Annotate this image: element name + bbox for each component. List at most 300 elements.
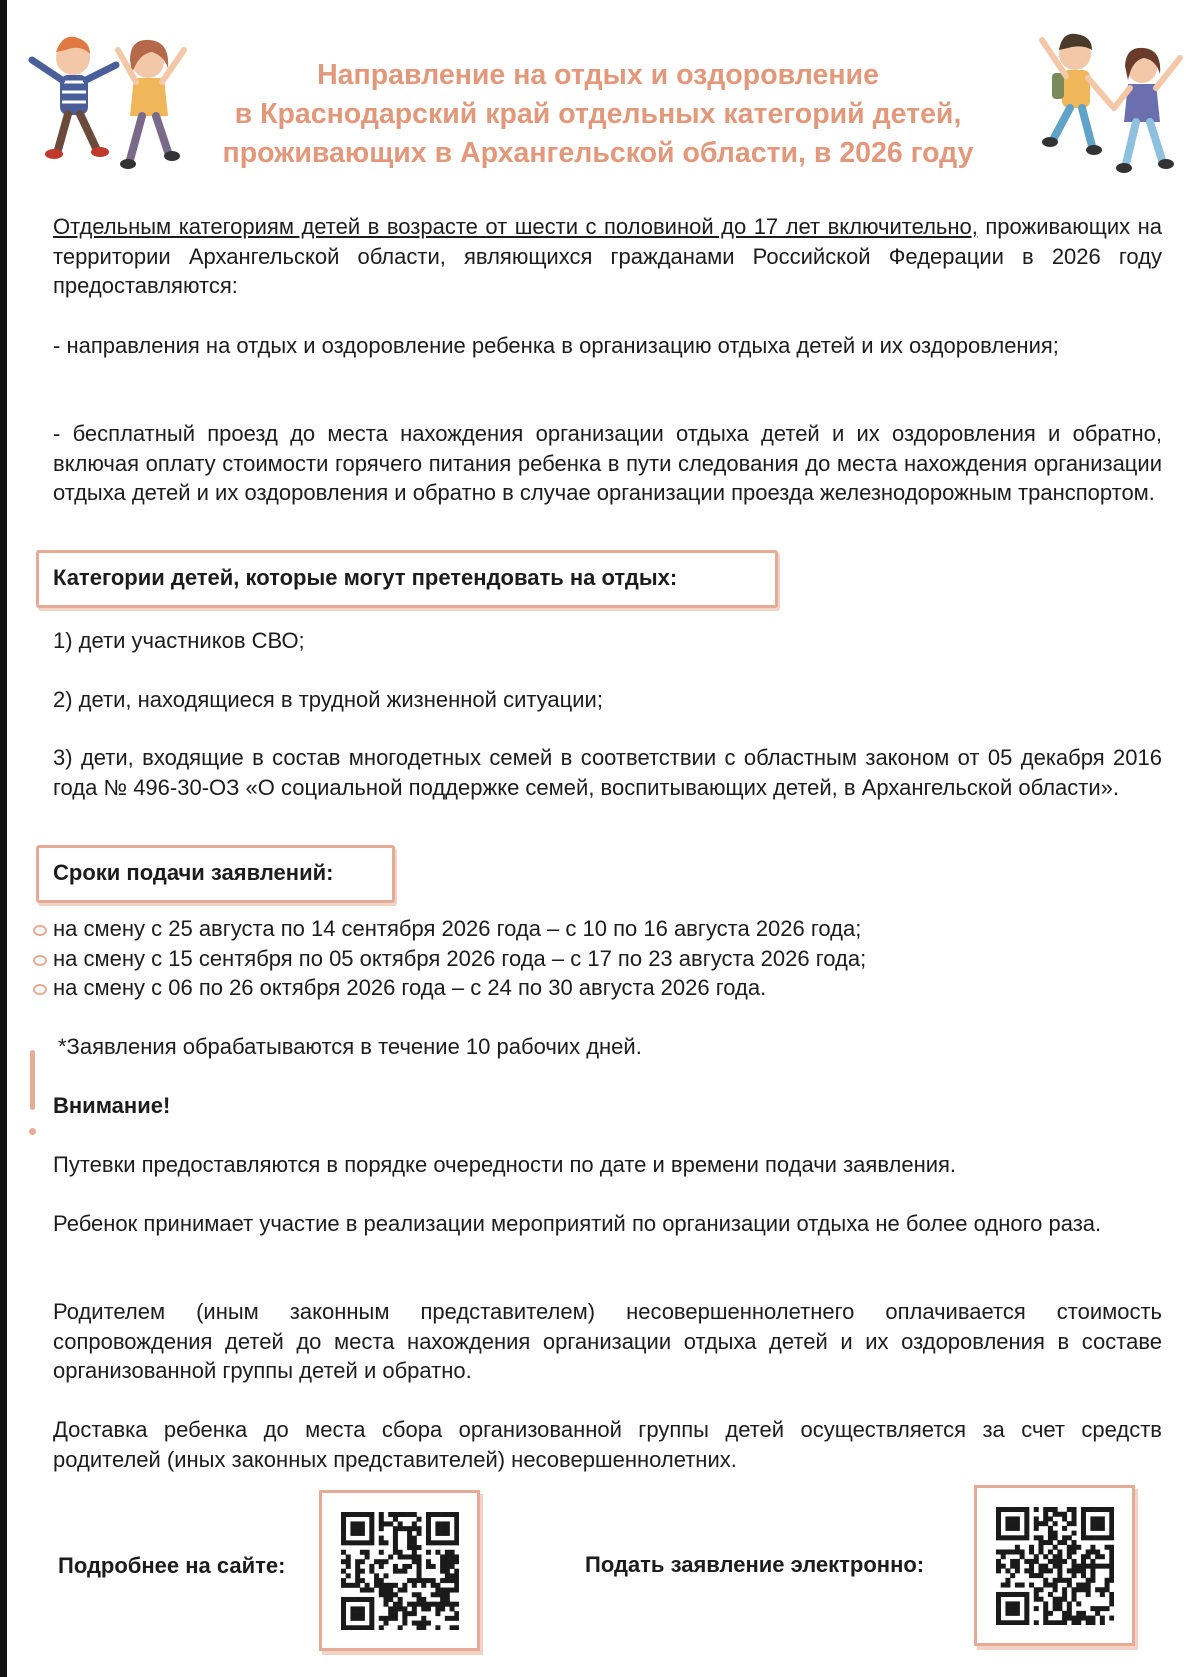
qr-module <box>1043 1512 1048 1517</box>
qr-module <box>388 1512 393 1517</box>
qr-module <box>398 1526 403 1531</box>
qr-module <box>1024 1535 1029 1540</box>
qr-module <box>1095 1521 1100 1526</box>
qr-module <box>450 1588 455 1593</box>
qr-module <box>445 1602 450 1607</box>
qr-module <box>393 1592 398 1597</box>
qr-module <box>1081 1531 1086 1536</box>
qr-module <box>1109 1578 1114 1583</box>
qr-module <box>412 1540 417 1545</box>
qr-module <box>346 1564 351 1569</box>
qr-module <box>407 1578 412 1583</box>
categories-heading: Категории детей, которые могут претендовать на отдых: <box>53 565 678 590</box>
qr-module <box>350 1583 355 1588</box>
qr-module <box>1067 1601 1072 1606</box>
left-edge-strip <box>0 0 7 1677</box>
qr-module <box>369 1540 374 1545</box>
qr-module <box>365 1588 370 1593</box>
qr-module <box>1095 1611 1100 1616</box>
qr-module <box>346 1512 351 1517</box>
qr-module <box>1109 1526 1114 1531</box>
qr-module <box>341 1611 346 1616</box>
qr-module <box>379 1521 384 1526</box>
qr-module <box>1081 1521 1086 1526</box>
qr-module <box>1090 1564 1095 1569</box>
qr-module <box>341 1536 346 1541</box>
qr-module <box>1109 1568 1114 1573</box>
qr-module <box>1090 1507 1095 1512</box>
bullet-circle-icon <box>33 925 47 936</box>
qr-module <box>1010 1573 1015 1578</box>
qr-module <box>1057 1601 1062 1606</box>
qr-module <box>454 1526 459 1531</box>
qr-module <box>450 1550 455 1555</box>
qr-module <box>398 1606 403 1611</box>
qr-module <box>393 1531 398 1536</box>
qr-module <box>450 1573 455 1578</box>
qr-module <box>402 1564 407 1569</box>
qr-module <box>379 1583 384 1588</box>
qr-module <box>435 1625 440 1630</box>
qr-module <box>1005 1526 1010 1531</box>
qr-module <box>412 1536 417 1541</box>
qr-module <box>1109 1535 1114 1540</box>
qr-module <box>341 1606 346 1611</box>
qr-module <box>355 1573 360 1578</box>
list-item <box>33 914 866 944</box>
qr-module <box>996 1616 1001 1621</box>
qr-module <box>996 1601 1001 1606</box>
qr-module <box>1090 1535 1095 1540</box>
qr-module <box>341 1521 346 1526</box>
qr-module <box>1048 1549 1053 1554</box>
qr-module <box>1015 1526 1020 1531</box>
qr-module <box>1067 1616 1072 1621</box>
qr-module <box>355 1611 360 1616</box>
qr-module <box>1034 1559 1039 1564</box>
qr-module <box>1043 1578 1048 1583</box>
qr-module <box>1010 1535 1015 1540</box>
qr-module <box>417 1531 422 1536</box>
qr-module <box>379 1512 384 1517</box>
qr-module <box>445 1569 450 1574</box>
qr-module <box>1005 1601 1010 1606</box>
qr-module <box>1105 1583 1110 1588</box>
qr-module <box>369 1588 374 1593</box>
qr-module <box>1095 1549 1100 1554</box>
qr-module <box>1029 1549 1034 1554</box>
qr-module <box>1048 1592 1053 1597</box>
qr-module <box>435 1540 440 1545</box>
qr-module <box>1062 1559 1067 1564</box>
qr-module <box>1057 1554 1062 1559</box>
deadlines-list <box>33 914 866 1003</box>
qr-module <box>355 1597 360 1602</box>
qr-module <box>1020 1620 1025 1625</box>
qr-module <box>1067 1549 1072 1554</box>
qr-module <box>435 1550 440 1555</box>
qr-module <box>440 1554 445 1559</box>
qr-module <box>445 1578 450 1583</box>
qr-module <box>1038 1540 1043 1545</box>
qr-module <box>1072 1559 1077 1564</box>
qr-module <box>1072 1507 1077 1512</box>
qr-module <box>393 1583 398 1588</box>
qr-module <box>1005 1549 1010 1554</box>
qr-module <box>996 1597 1001 1602</box>
qr-module <box>1072 1616 1077 1621</box>
qr-module <box>350 1597 355 1602</box>
qr-module <box>355 1521 360 1526</box>
qr-module <box>398 1588 403 1593</box>
qr-module <box>1038 1535 1043 1540</box>
qr-module <box>1015 1592 1020 1597</box>
qr-module <box>1062 1578 1067 1583</box>
qr-module <box>355 1564 360 1569</box>
qr-module <box>1067 1611 1072 1616</box>
qr-module <box>402 1512 407 1517</box>
qr-module <box>1057 1568 1062 1573</box>
qr-module <box>360 1597 365 1602</box>
qr-module <box>1024 1606 1029 1611</box>
qr-module <box>1072 1512 1077 1517</box>
qr-module <box>379 1578 384 1583</box>
qr-module <box>1029 1568 1034 1573</box>
apply-qr-code[interactable] <box>974 1485 1135 1646</box>
qr-module <box>360 1526 365 1531</box>
qr-module <box>431 1592 436 1597</box>
qr-module <box>1072 1564 1077 1569</box>
qr-module <box>1086 1583 1091 1588</box>
qr-module <box>1024 1601 1029 1606</box>
qr-module <box>996 1535 1001 1540</box>
qr-module <box>1100 1592 1105 1597</box>
qr-module <box>383 1597 388 1602</box>
qr-module <box>1001 1620 1006 1625</box>
qr-module <box>1038 1568 1043 1573</box>
qr-module <box>1005 1583 1010 1588</box>
qr-module <box>360 1588 365 1593</box>
qr-module <box>1086 1592 1091 1597</box>
qr-module <box>1086 1587 1091 1592</box>
qr-module <box>1076 1616 1081 1621</box>
qr-module <box>1010 1559 1015 1564</box>
qr-module <box>426 1564 431 1569</box>
qr-module <box>402 1526 407 1531</box>
qr-module <box>435 1588 440 1593</box>
qr-module <box>402 1569 407 1574</box>
qr-module <box>393 1606 398 1611</box>
processing-note: *Заявления обрабатываются в течение 10 рабочих дней. <box>58 1034 642 1059</box>
title-line-2: в Краснодарский край отдельных категорий детей, <box>234 98 962 130</box>
qr-module <box>355 1616 360 1621</box>
qr-module <box>379 1592 384 1597</box>
qr-module <box>346 1540 351 1545</box>
qr-module <box>393 1517 398 1522</box>
qr-module <box>454 1540 459 1545</box>
qr-module <box>417 1526 422 1531</box>
qr-module <box>374 1559 379 1564</box>
qr-module <box>440 1588 445 1593</box>
qr-module <box>407 1526 412 1531</box>
qr-module <box>365 1625 370 1630</box>
qr-module <box>1024 1512 1029 1517</box>
qr-module <box>445 1592 450 1597</box>
qr-module <box>341 1517 346 1522</box>
qr-module <box>341 1569 346 1574</box>
qr-module <box>1072 1592 1077 1597</box>
qr-module <box>431 1583 436 1588</box>
qr-module <box>454 1554 459 1559</box>
qr-module <box>1109 1531 1114 1536</box>
qr-module <box>1020 1554 1025 1559</box>
qr-module <box>1081 1554 1086 1559</box>
qr-module <box>450 1554 455 1559</box>
qr-module <box>374 1583 379 1588</box>
qr-module <box>1020 1535 1025 1540</box>
accent-vertical-bar <box>30 1050 35 1110</box>
qr-module <box>1081 1573 1086 1578</box>
site-label: Подробнее на сайте: <box>58 1553 286 1578</box>
qr-module <box>996 1606 1001 1611</box>
qr-module <box>350 1625 355 1630</box>
qr-module <box>417 1625 422 1630</box>
qr-module <box>1024 1592 1029 1597</box>
qr-module <box>1109 1559 1114 1564</box>
qr-module <box>1057 1620 1062 1625</box>
qr-module <box>412 1521 417 1526</box>
qr-module <box>1076 1583 1081 1588</box>
qr-module <box>1090 1606 1095 1611</box>
qr-module <box>1100 1587 1105 1592</box>
qr-module <box>440 1559 445 1564</box>
qr-module <box>1090 1616 1095 1621</box>
qr-module <box>412 1602 417 1607</box>
qr-module <box>346 1559 351 1564</box>
qr-module <box>445 1588 450 1593</box>
qr-module <box>454 1512 459 1517</box>
qr-module <box>1001 1507 1006 1512</box>
qr-module <box>1105 1535 1110 1540</box>
qr-module <box>1038 1521 1043 1526</box>
qr-module <box>1005 1592 1010 1597</box>
qr-module <box>1034 1587 1039 1592</box>
qr-module <box>355 1526 360 1531</box>
qr-module <box>402 1588 407 1593</box>
qr-module <box>346 1625 351 1630</box>
qr-module <box>1100 1564 1105 1569</box>
qr-module <box>1010 1564 1015 1569</box>
category-item-3: 3) дети, входящие в состав многодетных семей в соответствии с областным законом от 05 декабря 2016 года № 496-30-ОЗ «О социальной поддержке семей, воспитывающих детей, в Архангельской области». <box>53 745 1162 800</box>
qr-module <box>388 1521 393 1526</box>
qr-module <box>440 1531 445 1536</box>
qr-module <box>407 1554 412 1559</box>
qr-module <box>412 1583 417 1588</box>
qr-module <box>1086 1535 1091 1540</box>
qr-module <box>1062 1611 1067 1616</box>
qr-module <box>388 1606 393 1611</box>
qr-module <box>1081 1583 1086 1588</box>
qr-module <box>1081 1616 1086 1621</box>
qr-module <box>393 1564 398 1569</box>
qr-module <box>1001 1564 1006 1569</box>
qr-module <box>426 1536 431 1541</box>
qr-module <box>1010 1606 1015 1611</box>
qr-module <box>1020 1583 1025 1588</box>
qr-module <box>1015 1564 1020 1569</box>
qr-module <box>1095 1587 1100 1592</box>
qr-module <box>383 1573 388 1578</box>
qr-module <box>1090 1526 1095 1531</box>
qr-module <box>341 1616 346 1621</box>
qr-module <box>1034 1573 1039 1578</box>
qr-module <box>379 1564 384 1569</box>
qr-module <box>1015 1507 1020 1512</box>
qr-module <box>1005 1521 1010 1526</box>
qr-module <box>1043 1568 1048 1573</box>
qr-module <box>1053 1587 1058 1592</box>
intro-rest: проживающих на территории Архангельской области, являющихся гражданами Российской Федерации в 2026 году предоставляются: <box>53 214 1162 298</box>
qr-module <box>996 1564 1001 1569</box>
qr-module <box>435 1592 440 1597</box>
qr-module <box>1015 1545 1020 1550</box>
qr-module <box>1086 1549 1091 1554</box>
qr-module <box>454 1583 459 1588</box>
qr-module <box>1020 1549 1025 1554</box>
qr-module <box>1010 1592 1015 1597</box>
qr-module <box>454 1602 459 1607</box>
qr-module <box>350 1512 355 1517</box>
qr-module <box>412 1550 417 1555</box>
qr-module <box>369 1564 374 1569</box>
qr-module <box>341 1512 346 1517</box>
qr-module <box>1034 1554 1039 1559</box>
qr-module <box>1010 1521 1015 1526</box>
qr-module <box>996 1521 1001 1526</box>
qr-module <box>450 1578 455 1583</box>
qr-module <box>1034 1606 1039 1611</box>
list-item <box>33 973 866 1003</box>
qr-module <box>421 1597 426 1602</box>
qr-module <box>1005 1568 1010 1573</box>
qr-module <box>1062 1620 1067 1625</box>
qr-module <box>1029 1545 1034 1550</box>
qr-module <box>1053 1531 1058 1536</box>
deadlines-heading: Сроки подачи заявлений: <box>53 860 334 885</box>
qr-module <box>369 1526 374 1531</box>
qr-module <box>440 1564 445 1569</box>
qr-module <box>369 1512 374 1517</box>
qr-module <box>1020 1507 1025 1512</box>
qr-module <box>1029 1559 1034 1564</box>
qr-module <box>369 1602 374 1607</box>
qr-module <box>402 1621 407 1626</box>
qr-module <box>435 1606 440 1611</box>
qr-module <box>1038 1573 1043 1578</box>
qr-module <box>1034 1597 1039 1602</box>
qr-module <box>1024 1559 1029 1564</box>
qr-module <box>996 1611 1001 1616</box>
qr-module <box>1057 1573 1062 1578</box>
qr-module <box>379 1559 384 1564</box>
qr-module <box>355 1531 360 1536</box>
qr-module <box>440 1602 445 1607</box>
qr-module <box>1001 1554 1006 1559</box>
qr-module <box>393 1512 398 1517</box>
qr-module <box>1024 1516 1029 1521</box>
qr-module <box>355 1583 360 1588</box>
qr-module <box>1005 1606 1010 1611</box>
qr-module <box>1001 1592 1006 1597</box>
qr-module <box>421 1621 426 1626</box>
qr-module <box>1081 1564 1086 1569</box>
qr-module <box>1010 1516 1015 1521</box>
qr-module <box>1072 1597 1077 1602</box>
qr-module <box>417 1597 422 1602</box>
list-item <box>33 944 866 974</box>
qr-module <box>346 1597 351 1602</box>
qr-module <box>365 1512 370 1517</box>
qr-module <box>1105 1578 1110 1583</box>
qr-module <box>454 1517 459 1522</box>
qr-module <box>1048 1583 1053 1588</box>
attention-heading: Внимание! <box>53 1093 171 1118</box>
qr-module <box>1015 1606 1020 1611</box>
qr-module <box>1015 1559 1020 1564</box>
qr-module <box>1081 1512 1086 1517</box>
qr-module <box>412 1578 417 1583</box>
intro-underlined: Отдельным категориям детей в возрасте от шести с половиной до 17 лет включительно, <box>53 214 978 239</box>
qr-module <box>996 1516 1001 1521</box>
qr-module <box>445 1564 450 1569</box>
qr-module <box>393 1540 398 1545</box>
qr-module <box>1090 1568 1095 1573</box>
qr-module <box>1015 1535 1020 1540</box>
qr-module <box>412 1545 417 1550</box>
qr-module <box>393 1602 398 1607</box>
qr-module <box>1024 1531 1029 1536</box>
qr-module <box>407 1602 412 1607</box>
qr-module <box>350 1616 355 1621</box>
qr-module <box>388 1583 393 1588</box>
qr-module <box>379 1517 384 1522</box>
qr-module <box>1076 1564 1081 1569</box>
site-qr-code[interactable] <box>319 1490 480 1651</box>
qr-module <box>1043 1554 1048 1559</box>
qr-module <box>1086 1578 1091 1583</box>
qr-module <box>450 1512 455 1517</box>
qr-module <box>440 1540 445 1545</box>
qr-module <box>365 1554 370 1559</box>
qr-module <box>350 1521 355 1526</box>
qr-module <box>398 1512 403 1517</box>
qr-module <box>417 1545 422 1550</box>
qr-module <box>1076 1611 1081 1616</box>
qr-module <box>365 1540 370 1545</box>
qr-module <box>435 1583 440 1588</box>
qr-module <box>421 1625 426 1630</box>
qr-module <box>346 1573 351 1578</box>
qr-module <box>1034 1620 1039 1625</box>
qr-module <box>393 1569 398 1574</box>
categories-heading-box <box>36 550 778 608</box>
qr-module <box>355 1578 360 1583</box>
qr-module <box>440 1521 445 1526</box>
qr-module <box>402 1616 407 1621</box>
qr-module <box>445 1526 450 1531</box>
qr-module <box>1048 1611 1053 1616</box>
category-item-1: 1) дети участников СВО; <box>53 628 305 653</box>
